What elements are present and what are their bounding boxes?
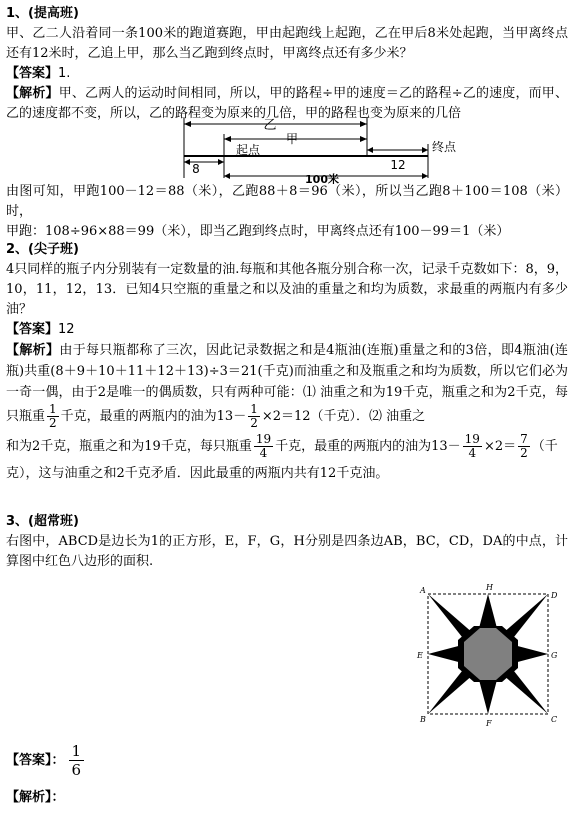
- q2-problem: 4只同样的瓶子内分别装有一定数量的油.每瓶和其他各瓶分别合称一次，记录千克数如下：8，9，10，11，12，13．已知4只空瓶的重量之和以及油的重量之和均为质数，求最重的两瓶内有多少油？: [6, 262, 568, 317]
- q1-analysis: 甲、乙两人的运动时间相同，所以，甲的路程÷甲的速度＝乙的路程÷乙的速度，而甲、乙的速度都不变，所以，乙的路程变为原来的几倍，甲的路程也变为原来的几倍: [6, 86, 568, 121]
- fraction-19-4-b: $\frac{19}{4}$: [464, 432, 480, 460]
- q2-analysis-end: 克），这与油重之和2千克矛盾．因此最重的两瓶内共有12千克油。: [6, 466, 389, 481]
- diagram-hundred-label: 100米: [305, 173, 339, 184]
- race-diagram: [172, 116, 472, 184]
- label-g: G: [551, 651, 558, 660]
- q1-conclusion: [6, 182, 568, 242]
- q1-block: [6, 4, 568, 124]
- q2-analysis-label: 【解析】: [6, 343, 60, 358]
- fraction-half: $\frac{1}{2}$: [49, 402, 57, 430]
- diagram-jia-label: 甲: [285, 132, 299, 146]
- label-d: D: [551, 591, 558, 600]
- q1-answer-label: 【答案】: [6, 66, 59, 81]
- diagram-start-label: 起点: [236, 143, 261, 157]
- label-c: C: [551, 715, 558, 724]
- label-f: F: [486, 719, 492, 728]
- q3-block: [6, 512, 568, 572]
- q3-title: 3、(超常班): [6, 514, 79, 529]
- q1-analysis-label: 【解析】: [6, 86, 59, 101]
- fraction-7-2: $\frac{7}{2}$: [520, 432, 528, 460]
- q1-problem: 甲、乙二人沿着同一条100米的跑道赛跑，甲由起跑线上起跑，乙在甲后8米处起跑，当甲离终点还有12米时，乙追上甲，那么当乙跑到终点时，甲离终点还有多少米？: [6, 26, 568, 61]
- octagon: [464, 628, 512, 680]
- q2-answer-label: 【答案】: [6, 322, 59, 337]
- q2-answer: 12: [58, 322, 75, 337]
- q3-answer-label: 【答案】：: [6, 753, 65, 768]
- diagram-eight-label: 8: [192, 162, 200, 176]
- q1-title: 1、(提高班): [6, 6, 79, 21]
- octagon-star-figure: [414, 582, 564, 732]
- diagram-yi-label: 乙: [263, 118, 277, 133]
- fraction-19-4: $\frac{19}{4}$: [255, 432, 272, 460]
- q2-title: 2、(尖子班): [6, 242, 79, 257]
- label-e: E: [417, 651, 423, 660]
- label-b: B: [420, 715, 426, 724]
- q3-analysis-label: 【解析】：: [6, 790, 65, 805]
- diagram-twelve-label: 12: [390, 158, 406, 172]
- q1-conclusion-line1: 由图可知，甲跑100－12＝88（米），乙跑88＋8＝96（米），所以当乙跑8＋100＝108（米）时，: [6, 184, 568, 219]
- q3-answer: [6, 742, 568, 779]
- label-h: H: [486, 583, 493, 592]
- q2-analysis: 【解析】由于每只瓶都称了三次，因此记录数据之和是4瓶油(连瓶)重量之和的3倍，即4瓶油(连瓶)共重(8＋9＋10＋11＋12＋13)÷3＝21(千克)而油重之和及瓶重之和均为质数，所以它们必为一奇一偶，由于2是唯一的偶质数，只有两种可能：⑴ 油重之和为19千克，瓶重之和为2千克，每只瓶重 $\frac{1}{2}$ 千克，最重的两瓶内的油为13－ $\frac{1}{2}$ ×2＝12（千克）．⑵ 油重之: [6, 343, 568, 430]
- q1-conclusion-line2: 甲跑：108÷96×88＝99（米），即当乙跑到终点时，甲离终点还有100－99＝1（米）: [6, 224, 510, 239]
- label-a: A: [420, 586, 426, 595]
- q2-block: 2、(尖子班) 4只同样的瓶子内分别装有一定数量的油.每瓶和其他各瓶分别合称一次，记录千克数如下：8，9，10，11，12，13．已知4只空瓶的重量之和以及油的重量之和均为质数，求最重的两瓶内有多少油？ 【答案】12 【解析】由于每只瓶都称了三次，因此记录数据之和是4瓶油(连瓶)重量之和的3倍，即4瓶油(连瓶)共重(8＋9＋10＋11＋12＋13)÷3＝21(千克)而油重之和及瓶重之和均为质数，所以它们必为一奇一偶，由于2是唯一的偶质数，只有两种可能：⑴ 油重之和为19千克，瓶重之和为2千克，每只瓶重 $\frac{1}{2}$ 千克，最重的两瓶内的油为13－ $\frac{1}{2}$ ×2＝12（千克）．⑵ 油重之 和为2千克，瓶重之和为19千克，每只瓶重 $\frac{19}{4}$ 千克，最重的两瓶内的油为13－ $\frac{19}{4}$ ×2＝ $\frac{7}{2}$ （千 克），这与油重之和2千克矛盾．因此最重的两瓶内共有12千克油。: [6, 240, 568, 484]
- q3-problem: 右图中，ABCD是边长为1的正方形，E，F，G，H分别是四条边AB，BC，CD，DA的中点，计算图中红色八边形的面积.: [6, 534, 568, 569]
- fraction-half-2: $\frac{1}{2}$: [250, 402, 258, 430]
- q1-answer: 1.: [58, 66, 71, 81]
- diagram-end-label: 终点: [432, 140, 457, 154]
- fraction-1-6: $\frac{1}{6}$: [69, 742, 85, 779]
